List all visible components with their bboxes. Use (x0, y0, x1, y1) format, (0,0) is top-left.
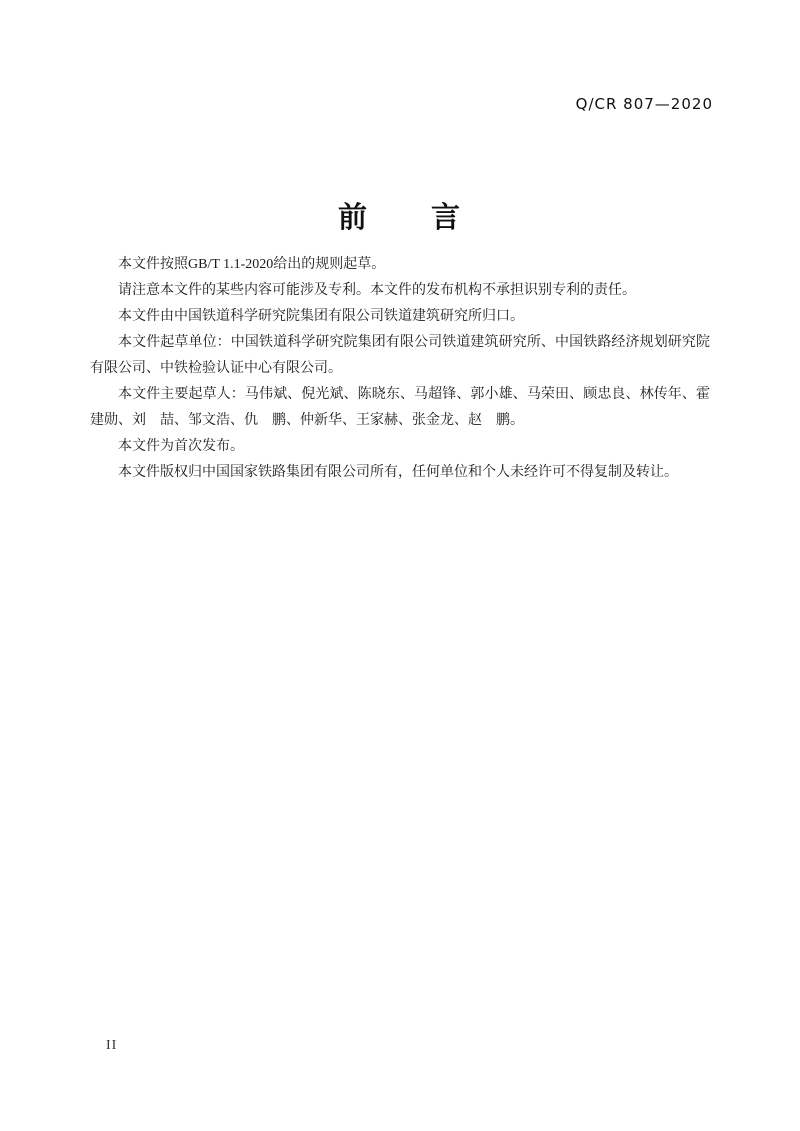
foreword-line: 本文件按照GB/T 1.1-2020给出的规则起草。 (118, 257, 386, 272)
foreword-line: 本文件为首次发布。 (118, 439, 244, 454)
foreword-line: 有限公司、中铁检验认证中心有限公司。 (90, 361, 342, 376)
foreword-line: 本文件主要起草人：马伟斌、倪光斌、陈晓东、马超锋、郭小雄、马荣田、顾忠良、林传年、霍 (118, 387, 710, 402)
page-number: II (106, 1038, 118, 1053)
document-number: Q/CR 807—2020 (575, 95, 713, 113)
foreword-line: 本文件起草单位：中国铁道科学研究院集团有限公司铁道建筑研究所、中国铁路经济规划研究院 (118, 335, 710, 350)
foreword-line: 建勋、刘 喆、邹文浩、仇 鹏、仲新华、王家赫、张金龙、赵 鹏。 (90, 413, 524, 428)
foreword-line: 请注意本文件的某些内容可能涉及专利。本文件的发布机构不承担识别专利的责任。 (118, 283, 636, 298)
foreword-body (90, 252, 710, 486)
foreword-line: 本文件版权归中国国家铁路集团有限公司所有，任何单位和个人未经许可不得复制及转让。 (118, 465, 678, 480)
foreword-line: 本文件由中国铁道科学研究院集团有限公司铁道建筑研究所归口。 (118, 309, 524, 324)
foreword-title: 前 言 (337, 200, 462, 235)
